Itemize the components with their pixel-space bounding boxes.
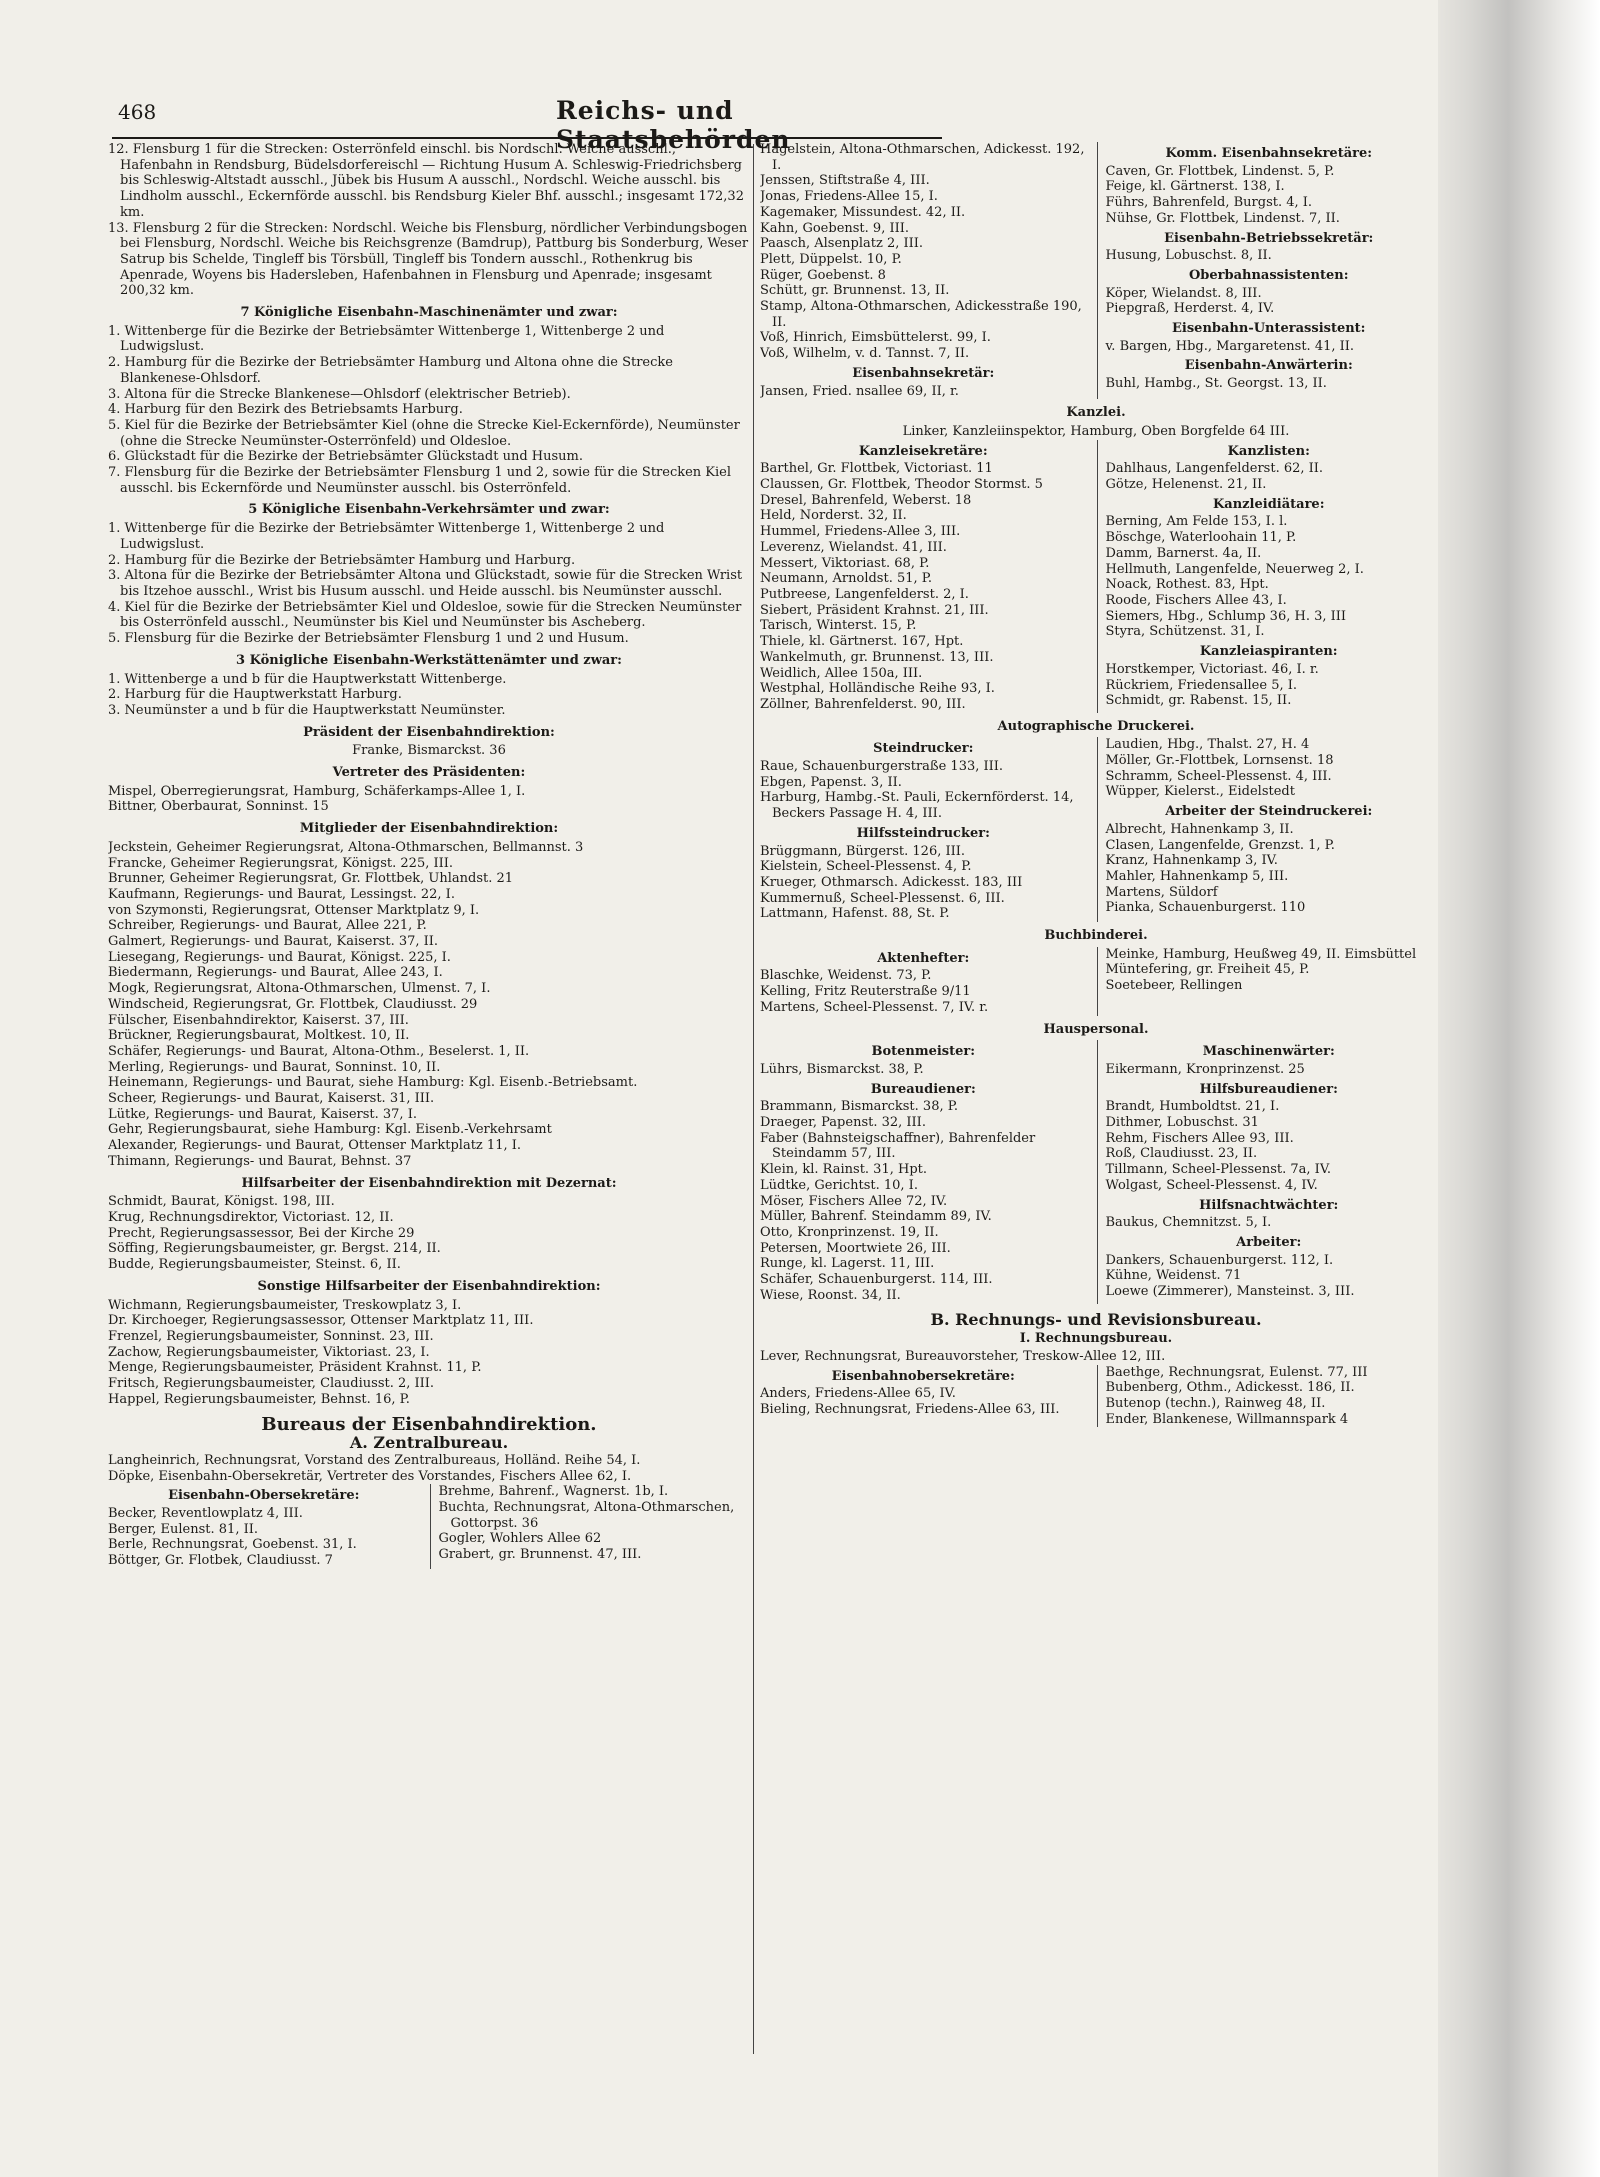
list-item: Voß, Wilhelm, v. d. Tannst. 7, II. (760, 346, 970, 362)
list-item: Dr. Kirchoeger, Regierungsassessor, Ottenser Marktplatz 11, III. (108, 1313, 534, 1329)
list-item: Husung, Lobuschst. 8, II. (1105, 248, 1272, 264)
list-item: Gehr, Regierungsbaurat, siehe Hamburg: Kgl. Eisenb.-Verkehrsamt (108, 1122, 552, 1138)
list-item: Noack, Rothest. 83, Hpt. (1105, 577, 1269, 593)
list-item: 12. Flensburg 1 für die Strecken: Osterrönfeld einschl. bis Nordschl. Weiche ausschl., Hafenbahn in Rendsburg, Büdelsdorfereischl — Richtung Husum A. Schleswig-Friedrichsberg bis Schleswig-Altstadt ausschl., Jübek bis Husum A ausschl., Nordschl. Weiche ausschl. bis Lindholm ausschl., Eckernförde ausschl. bis Rendsburg Kieler Bhf. ausschl.; insgesamt 172,32 km. (108, 142, 744, 220)
list-item: Scheer, Regierungs- und Baurat, Kaiserst. 31, III. (108, 1091, 435, 1107)
group-heading: Eisenbahn-Obersekretäre: (168, 1488, 360, 1504)
list-column (760, 1365, 1087, 1428)
list-column (1097, 440, 1433, 713)
group-heading: Arbeiter: (1236, 1235, 1302, 1250)
list-item: Messert, Viktoriast. 68, P. (760, 555, 930, 571)
two-column-list (760, 737, 1432, 922)
list-item: Zöllner, Bahrenfelderst. 90, III. (760, 696, 966, 712)
list-item: Martens, Scheel-Plessenst. 7, IV. r. (760, 999, 989, 1015)
list-item: Horstkemper, Victoriast. 46, I. r. (1105, 661, 1319, 677)
section-heading-hilfsarbeiter: Hilfsarbeiter der Eisenbahndirektion mit Dezernat: (241, 1175, 617, 1191)
group-heading: Aktenhefter: (877, 950, 970, 966)
list-item: Styra, Schützenst. 31, I. (1105, 624, 1265, 640)
list-item: Brunner, Geheimer Regierungsrat, Gr. Flottbek, Uhlandst. 21 (108, 871, 514, 887)
list-item: Neumann, Arnoldst. 51, P. (760, 571, 933, 587)
right-column (760, 142, 1432, 2037)
list-item: Paasch, Alsenplatz 2, III. (760, 236, 924, 252)
list-item: Buhl, Hambg., St. Georgst. 13, II. (1105, 376, 1327, 392)
list-item: Biedermann, Regierungs- und Baurat, Allee 243, I. (108, 965, 443, 981)
list-item: Westphal, Holländische Reihe 93, I. (760, 681, 995, 697)
group-heading: Eisenbahn-Betriebssekretär: (1164, 230, 1374, 246)
list-item: Zachow, Regierungsbaumeister, Viktoriast. 23, I. (108, 1344, 430, 1360)
list-item: Götze, Helenenst. 21, II. (1105, 477, 1267, 493)
spacer (760, 1304, 1432, 1310)
list-item: Galmert, Regierungs- und Baurat, Kaiserst. 37, II. (108, 934, 439, 950)
group-heading: Kanzleiaspiranten: (1199, 644, 1338, 660)
list-item: 1. Wittenberge für die Bezirke der Betriebsämter Wittenberge 1, Wittenberge 2 und Ludwigslust. (108, 521, 665, 552)
list-item: Claussen, Gr. Flottbek, Theodor Stormst. 5 (760, 477, 1043, 493)
book-edge (1438, 0, 1600, 2177)
list-item: Lever, Rechnungsrat, Bureauvorsteher, Treskow-Allee 12, III. (760, 1348, 1166, 1364)
list-item: Brehme, Bahrenf., Wagnerst. 1b, I. (438, 1484, 669, 1500)
list-item: Döpke, Eisenbahn-Obersekretär, Vertreter des Vorstandes, Fischers Allee 62, I. (108, 1468, 632, 1484)
list-item: 3. Neumünster a und b für die Hauptwerkstatt Neumünster. (108, 702, 506, 718)
section-heading-verkehrsaemter: 5 Königliche Eisenbahn-Verkehrsämter und zwar: (248, 502, 610, 518)
list-item: Wüpper, Kielerst., Eidelstedt (1105, 784, 1295, 800)
list-item: Soetebeer, Rellingen (1105, 978, 1243, 994)
list-item: 4. Kiel für die Bezirke der Betriebsämter Kiel und Oldesloe, sowie für die Strecken Neumünster bis Osterrönfeld ausschl., Neumünster bis Kiel und Neumünster bis Ascheberg. (108, 599, 742, 631)
list-item: Bittner, Oberbaurat, Sonninst. 15 (108, 799, 329, 815)
list-item: 1. Wittenberge a und b für die Hauptwerkstatt Wittenberge. (108, 671, 507, 687)
list-item: Schäfer, Schauenburgerst. 114, III. (760, 1272, 993, 1288)
list-item: 4. Harburg für den Bezirk des Betriebsamts Harburg. (108, 402, 463, 418)
subsection-heading-zentralbureau: A. Zentralbureau. (349, 1433, 509, 1453)
list-item: Schramm, Scheel-Plessenst. 4, III. (1105, 768, 1332, 784)
section-heading-werkstaettenaemter: 3 Königliche Eisenbahn-Werkstättenämter und zwar: (236, 652, 622, 668)
kanzlei-lead: Linker, Kanzleiinspektor, Hamburg, Oben Borgfelde 64 III. (902, 423, 1290, 439)
list-item: Rüger, Goebenst. 8 (760, 267, 886, 283)
list-item: Hellmuth, Langenfelde, Neuerweg 2, I. (1105, 561, 1364, 577)
list-item: v. Bargen, Hbg., Margaretenst. 41, II. (1105, 338, 1355, 354)
list-item: 5. Flensburg für die Bezirke der Betriebsämter Flensburg 1 und 2 und Husum. (108, 631, 629, 647)
list-item: Lührs, Bismarckst. 38, P. (760, 1061, 924, 1077)
list-item: Laudien, Hbg., Thalst. 27, H. 4 (1105, 737, 1310, 753)
list-item: Jeckstein, Geheimer Regierungsrat, Altona-Othmarschen, Bellmannst. 3 (108, 839, 584, 855)
list-item: von Szymonsti, Regierungsrat, Ottenser Marktplatz 9, I. (108, 902, 480, 918)
list-column (760, 440, 1087, 713)
group-heading: Kanzleidiätare: (1212, 496, 1325, 512)
list-item: Meinke, Hamburg, Heußweg 49, II. Eimsbüttel (1105, 946, 1417, 962)
list-item: Wichmann, Regierungsbaumeister, Treskowplatz 3, I. (108, 1297, 462, 1313)
list-item: Butenop (techn.), Rainweg 48, II. (1105, 1396, 1326, 1412)
section-heading-druckerei: Autographische Druckerei. (997, 718, 1195, 734)
list-item: Lütke, Regierungs- und Baurat, Kaiserst. 37, I. (108, 1106, 417, 1122)
list-item: Böttger, Gr. Flotbek, Claudiusst. 7 (108, 1553, 333, 1569)
group-heading: Hilfsnachtwächter: (1199, 1197, 1339, 1213)
group-heading: Arbeiter der Steindruckerei: (1165, 804, 1373, 820)
list-column (760, 142, 1087, 399)
list-item: Berle, Rechnungsrat, Goebenst. 31, I. (108, 1537, 357, 1553)
two-column-list (760, 142, 1432, 399)
section-heading-sonstige: Sonstige Hilfsarbeiter der Eisenbahndirektion: (257, 1278, 601, 1294)
section-heading-vertreter: Vertreter des Präsidenten: (332, 765, 526, 781)
list-item: Piepgraß, Herderst. 4, IV. (1105, 301, 1275, 317)
list-item: Damm, Barnerst. 4a, II. (1105, 545, 1262, 561)
section-heading-buchbinderei: Buchbinderei. (1044, 928, 1148, 944)
list-item: Kielstein, Scheel-Plessenst. 4, P. (760, 859, 972, 875)
two-column-list (760, 947, 1432, 1016)
list-item: Otto, Kronprinzenst. 19, II. (760, 1225, 939, 1240)
subsection-heading: I. Rechnungsbureau. (1019, 1331, 1173, 1347)
list-item: Nühse, Gr. Flottbek, Lindenst. 7, II. (1105, 210, 1340, 226)
list-item: Krug, Rechnungsdirektor, Victoriast. 12, II. (108, 1210, 394, 1225)
list-item: Kahn, Goebenst. 9, III. (760, 220, 909, 236)
list-item: Ebgen, Papenst. 3, II. (760, 774, 902, 790)
group-heading: Hilfssteindrucker: (856, 825, 990, 841)
list-item: Liesegang, Regierungs- und Baurat, Königst. 225, I. (108, 949, 451, 965)
list-item: Caven, Gr. Flottbek, Lindenst. 5, P. (1105, 163, 1335, 179)
group-heading: Hilfsbureaudiener: (1199, 1081, 1338, 1097)
list-item: Wankelmuth, gr. Brunnenst. 13, III. (760, 649, 994, 665)
list-item: Roode, Fischers Allee 43, I. (1105, 592, 1287, 608)
list-item: Raue, Schauenburgerstraße 133, III. (760, 759, 1004, 775)
section-heading-mitglieder: Mitglieder der Eisenbahndirektion: (299, 821, 559, 837)
list-item: Happel, Regierungsbaumeister, Behnst. 16, P. (108, 1391, 410, 1407)
group-heading: Eisenbahnobersekretäre: (831, 1368, 1015, 1384)
section-heading-kanzlei: Kanzlei. (1066, 405, 1126, 421)
list-item: 3. Altona für die Strecke Blankenese—Ohlsdorf (elektrischer Betrieb). (108, 386, 571, 402)
list-item: Müntefering, gr. Freiheit 45, P. (1105, 962, 1310, 978)
list-item: Kranz, Hahnenkamp 3, IV. (1105, 853, 1278, 869)
list-item: Schütt, gr. Brunnenst. 13, II. (760, 283, 950, 299)
list-column (108, 1484, 420, 1569)
list-item: Heinemann, Regierungs- und Baurat, siehe Hamburg: Kgl. Eisenb.-Betriebsamt. (108, 1075, 638, 1091)
list-item: Weidlich, Allee 150a, III. (760, 665, 923, 681)
list-item: Siemers, Hbg., Schlump 36, H. 3, III (1105, 608, 1347, 624)
list-item: Hummel, Friedens-Allee 3, III. (760, 524, 961, 540)
left-column (108, 142, 750, 2037)
list-item: Buchta, Rechnungsrat, Altona-Othmarschen, Gottorpst. 36 (438, 1499, 735, 1531)
two-column-list (760, 1040, 1432, 1303)
list-item: Berning, Am Felde 153, I. l. (1105, 514, 1288, 530)
list-item: 6. Glückstadt für die Bezirke der Betriebsämter Glückstadt und Husum. (108, 449, 583, 465)
list-item: Krueger, Othmarsch. Adickesst. 183, III (760, 874, 1023, 890)
list-item: Thiele, kl. Gärtnerst. 167, Hpt. (760, 634, 964, 650)
list-item: Jenssen, Stiftstraße 4, III. (760, 173, 930, 189)
list-item: Rehm, Fischers Allee 93, III. (1105, 1130, 1294, 1146)
group-heading: Eisenbahn-Anwärterin: (1184, 358, 1353, 374)
list-item: Held, Norderst. 32, II. (760, 508, 907, 524)
list-item: Fülscher, Eisenbahndirektor, Kaiserst. 37, III. (108, 1012, 409, 1028)
president-name: Franke, Bismarckst. 36 (352, 743, 506, 759)
list-item: Leverenz, Wielandst. 41, III. (760, 539, 947, 555)
list-item: 2. Harburg für die Hauptwerkstatt Harburg. (108, 687, 402, 703)
list-item: Putbreese, Langenfelderst. 2, I. (760, 586, 969, 602)
list-item: Jonas, Friedens-Allee 15, I. (760, 189, 938, 205)
list-item: Baukus, Chemnitzst. 5, I. (1105, 1215, 1272, 1231)
list-column (1097, 947, 1433, 1016)
group-heading: Botenmeister: (871, 1044, 976, 1060)
list-item: Harburg, Hambg.-St. Pauli, Eckernförderst. 14, Beckers Passage H. 4, III. (760, 790, 1074, 822)
list-item: 5. Kiel für die Bezirke der Betriebsämter Kiel (ohne die Strecke Kiel-Eckernförde), Neumünster (ohne die Strecke Neumünster-Osterrönfeld) und Oldesloe. (108, 417, 740, 449)
list-item: Siebert, Präsident Krahnst. 21, III. (760, 602, 989, 618)
group-heading: Kanzleisekretäre: (858, 443, 988, 459)
list-item: Dankers, Schauenburgerst. 112, I. (1105, 1252, 1334, 1268)
two-column-list (760, 1365, 1432, 1428)
list-item: Dithmer, Lobuschst. 31 (1105, 1115, 1259, 1131)
list-item: Müller, Bahrenf. Steindamm 89, IV. (760, 1209, 992, 1225)
list-item: Lattmann, Hafenst. 88, St. P. (760, 906, 950, 922)
two-column-list (760, 440, 1432, 713)
header-rule (112, 137, 942, 139)
list-item: Thimann, Regierungs- und Baurat, Behnst. 37 (108, 1153, 412, 1169)
list-item: Wiese, Roonst. 34, II. (760, 1287, 901, 1303)
list-item: Voß, Hinrich, Eimsbüttelerst. 99, I. (760, 330, 991, 346)
list-item: Becker, Reventlowplatz 4, III. (108, 1505, 303, 1521)
list-item: Rückriem, Friedensallee 5, I. (1105, 677, 1298, 693)
list-item: Loewe (Zimmerer), Mansteinst. 3, III. (1105, 1284, 1355, 1300)
running-title: Reichs- und Staatsbehörden (556, 96, 791, 154)
group-heading: Eisenbahnsekretär: (852, 365, 995, 381)
list-item: Brückner, Regierungsbaurat, Moltkest. 10, II. (108, 1028, 410, 1044)
page-header (108, 92, 938, 154)
list-item: Langheinrich, Rechnungsrat, Vorstand des Zentralbureaus, Holländ. Reihe 54, I. (108, 1452, 641, 1468)
list-item: 13. Flensburg 2 für die Strecken: Nordschl. Weiche bis Flensburg, nördlicher Verbindungsbogen bei Flensburg, Nordschl. Weiche bis Reichsgrenze (Bamdrup), Pattburg bis Sonderburg, Weser Satrup bis Schelde, Tingleff bis Törsbüll, Tingleff bis Tondern ausschl., Rothenkrug bis Apenrade, Woyens bis Hadersleben, Hafenbahnen in Flensburg und Apenrade; insgesamt 200,32 km. (108, 220, 749, 299)
list-item: Kelling, Fritz Reuterstraße 9/11 (760, 984, 971, 1000)
list-item: Kühne, Weidenst. 71 (1105, 1268, 1242, 1284)
section-heading-bureaus: Bureaus der Eisenbahndirektion. (261, 1414, 597, 1436)
list-item: Grabert, gr. Brunnenst. 47, III. (438, 1547, 642, 1563)
list-item: Precht, Regierungsassessor, Bei der Kirche 29 (108, 1225, 415, 1241)
list-item: Dresel, Bahrenfeld, Weberst. 18 (760, 492, 972, 508)
list-item: Klein, kl. Rainst. 31, Hpt. (760, 1162, 928, 1178)
list-item: Albrecht, Hahnenkamp 3, II. (1105, 821, 1294, 837)
list-item: Schmidt, gr. Rabenst. 15, II. (1105, 693, 1292, 709)
column-divider (753, 144, 754, 2054)
list-item: Berger, Eulenst. 81, II. (108, 1521, 258, 1537)
group-heading: Oberbahnassistenten: (1188, 267, 1349, 283)
list-item: 2. Hamburg für die Bezirke der Betriebsämter Hamburg und Altona ohne die Strecke Blankenese-Ohlsdorf. (108, 355, 673, 386)
section-heading-rechnungsbureau: B. Rechnungs- und Revisionsbureau. (930, 1309, 1262, 1329)
list-item: Mahler, Hahnenkamp 5, III. (1105, 868, 1289, 884)
group-heading: Bureaudiener: (870, 1081, 976, 1097)
list-item: Möser, Fischers Allee 72, IV. (760, 1193, 948, 1209)
group-heading: Kanzlisten: (1227, 443, 1310, 459)
list-item: Blaschke, Weidenst. 73, P. (760, 968, 932, 984)
list-column (760, 737, 1087, 922)
group-heading: Maschinenwärter: (1202, 1044, 1335, 1060)
list-item: Söffing, Regierungsbaumeister, gr. Bergst. 214, II. (108, 1241, 441, 1257)
list-item: Köper, Wielandst. 8, III. (1105, 285, 1262, 301)
list-column (1097, 737, 1433, 922)
group-heading: Eisenbahn-Unterassistent: (1172, 321, 1366, 337)
list-item: Frenzel, Regierungsbaumeister, Sonninst. 23, III. (108, 1328, 434, 1344)
list-item: Kummernuß, Scheel-Plessenst. 6, III. (760, 890, 1005, 906)
list-item: Martens, Süldorf (1105, 884, 1218, 900)
list-item: Ender, Blankenese, Willmannspark 4 (1105, 1411, 1349, 1427)
list-item: Bieling, Rechnungsrat, Friedens-Allee 63, III. (760, 1402, 1060, 1418)
list-item: Mogk, Regierungsrat, Altona-Othmarschen, Ulmenst. 7, I. (108, 981, 491, 997)
list-item: Mispel, Oberregierungsrat, Hamburg, Schäferkamps-Allee 1, I. (108, 783, 526, 799)
list-item: Runge, kl. Lagerst. 11, III. (760, 1256, 935, 1272)
list-item: Stamp, Altona-Othmarschen, Adickesstraße 190, II. (760, 299, 1082, 330)
list-item: 2. Hamburg für die Bezirke der Betriebsämter Hamburg und Harburg. (108, 552, 576, 568)
list-item: Windscheid, Regierungsrat, Gr. Flottbek, Claudiusst. 29 (108, 996, 478, 1012)
list-item: Tillmann, Scheel-Plessenst. 7a, IV. (1105, 1162, 1332, 1178)
list-item: Hagelstein, Altona-Othmarschen, Adickesst. 192, I. (760, 142, 1085, 173)
list-item: Eikermann, Kronprinzenst. 25 (1105, 1061, 1305, 1077)
page-number: 468 (118, 100, 157, 124)
list-item: Petersen, Moortwiete 26, III. (760, 1240, 951, 1256)
section-heading-hauspersonal: Hauspersonal. (1043, 1021, 1149, 1037)
list-column (1097, 142, 1433, 399)
list-column (1097, 1365, 1433, 1428)
list-item: Kagemaker, Missundest. 42, II. (760, 204, 966, 220)
list-item: Brammann, Bismarckst. 38, P. (760, 1099, 958, 1115)
list-item: Wolgast, Scheel-Plessenst. 4, IV. (1105, 1177, 1318, 1193)
section-heading-maschinenaemter: 7 Königliche Eisenbahn-Maschinenämter und zwar: (240, 305, 618, 321)
list-item: Schäfer, Regierungs- und Baurat, Altona-Othm., Beselerst. 1, II. (108, 1043, 530, 1059)
list-item: Lüdtke, Gerichtst. 10, I. (760, 1177, 918, 1193)
list-item: Jansen, Fried. nsallee 69, II, r. (760, 383, 959, 399)
group-heading: Komm. Eisenbahnsekretäre: (1165, 146, 1373, 161)
list-column (760, 947, 1087, 1016)
section-heading-praesident: Präsident der Eisenbahndirektion: (303, 724, 555, 740)
list-item: Pianka, Schauenburgerst. 110 (1105, 900, 1306, 916)
list-item: Führs, Bahrenfeld, Burgst. 4, I. (1105, 195, 1313, 211)
list-column (430, 1484, 751, 1569)
group-heading: Steindrucker: (873, 741, 974, 757)
list-item: 3. Altona für die Bezirke der Betriebsämter Altona und Glückstadt, sowie für die Strecken Wrist bis Itzehoe ausschl., Wrist bis Husum ausschl. und Heide ausschl. bis Neumünster ausschl. (108, 568, 743, 599)
list-item: Merling, Regierungs- und Baurat, Sonninst. 10, II. (108, 1059, 441, 1075)
list-item: Clasen, Langenfelde, Grenzst. 1, P. (1105, 837, 1335, 853)
list-item: Brandt, Humboldtst. 21, I. (1105, 1099, 1280, 1115)
list-item: Kaufmann, Regierungs- und Baurat, Lessingst. 22, I. (108, 886, 455, 902)
list-item: Fritsch, Regierungsbaumeister, Claudiusst. 2, III. (108, 1376, 435, 1392)
list-item: Menge, Regierungsbaumeister, Präsident Krahnst. 11, P. (108, 1360, 482, 1376)
list-item: Feige, kl. Gärtnerst. 138, I. (1105, 179, 1285, 195)
list-item: Plett, Düppelst. 10, P. (760, 251, 902, 267)
list-column (1097, 1040, 1433, 1303)
list-item: Dahlhaus, Langenfelderst. 62, II. (1105, 461, 1324, 477)
list-item: Brüggmann, Bürgerst. 126, III. (760, 843, 966, 859)
list-item: 7. Flensburg für die Bezirke der Betriebsämter Flensburg 1 und 2, sowie für die Strecken Kiel ausschl. bis Eckernförde und Neumünster ausschl. bis Osterrönfeld. (108, 465, 732, 496)
list-item: Schmidt, Baurat, Königst. 198, III. (108, 1194, 335, 1210)
list-item: Bubenberg, Othm., Adickesst. 186, II. (1105, 1380, 1355, 1396)
list-item: Draeger, Papenst. 32, III. (760, 1115, 926, 1131)
list-item: Gogler, Wohlers Allee 62 (438, 1531, 602, 1547)
list-item: Tarisch, Winterst. 15, P. (760, 618, 917, 634)
list-item: Schreiber, Regierungs- und Baurat, Allee 221, P. (108, 918, 427, 934)
list-item: 1. Wittenberge für die Bezirke der Betriebsämter Wittenberge 1, Wittenberge 2 und Ludwigslust. (108, 323, 665, 355)
list-item: Anders, Friedens-Allee 65, IV. (760, 1386, 956, 1402)
list-item: Roß, Claudiusst. 23, II. (1105, 1146, 1258, 1162)
list-item: Baethge, Rechnungsrat, Eulenst. 77, III (1105, 1364, 1368, 1380)
list-item: Barthel, Gr. Flottbek, Victoriast. 11 (760, 461, 993, 477)
list-item: Möller, Gr.-Flottbek, Lornsenst. 18 (1105, 753, 1334, 769)
list-item: Budde, Regierungsbaumeister, Steinst. 6, II. (108, 1257, 401, 1273)
list-item: Francke, Geheimer Regierungsrat, Königst. 225, III. (108, 855, 454, 871)
list-item: Alexander, Regierungs- und Baurat, Ottenser Marktplatz 11, I. (108, 1138, 521, 1154)
list-column (760, 1040, 1087, 1303)
two-column-list (108, 1484, 750, 1569)
list-item: Böschge, Waterloohain 11, P. (1105, 530, 1297, 546)
list-item: Faber (Bahnsteigschaffner), Bahrenfelder Steindamm 57, III. (760, 1130, 1036, 1162)
